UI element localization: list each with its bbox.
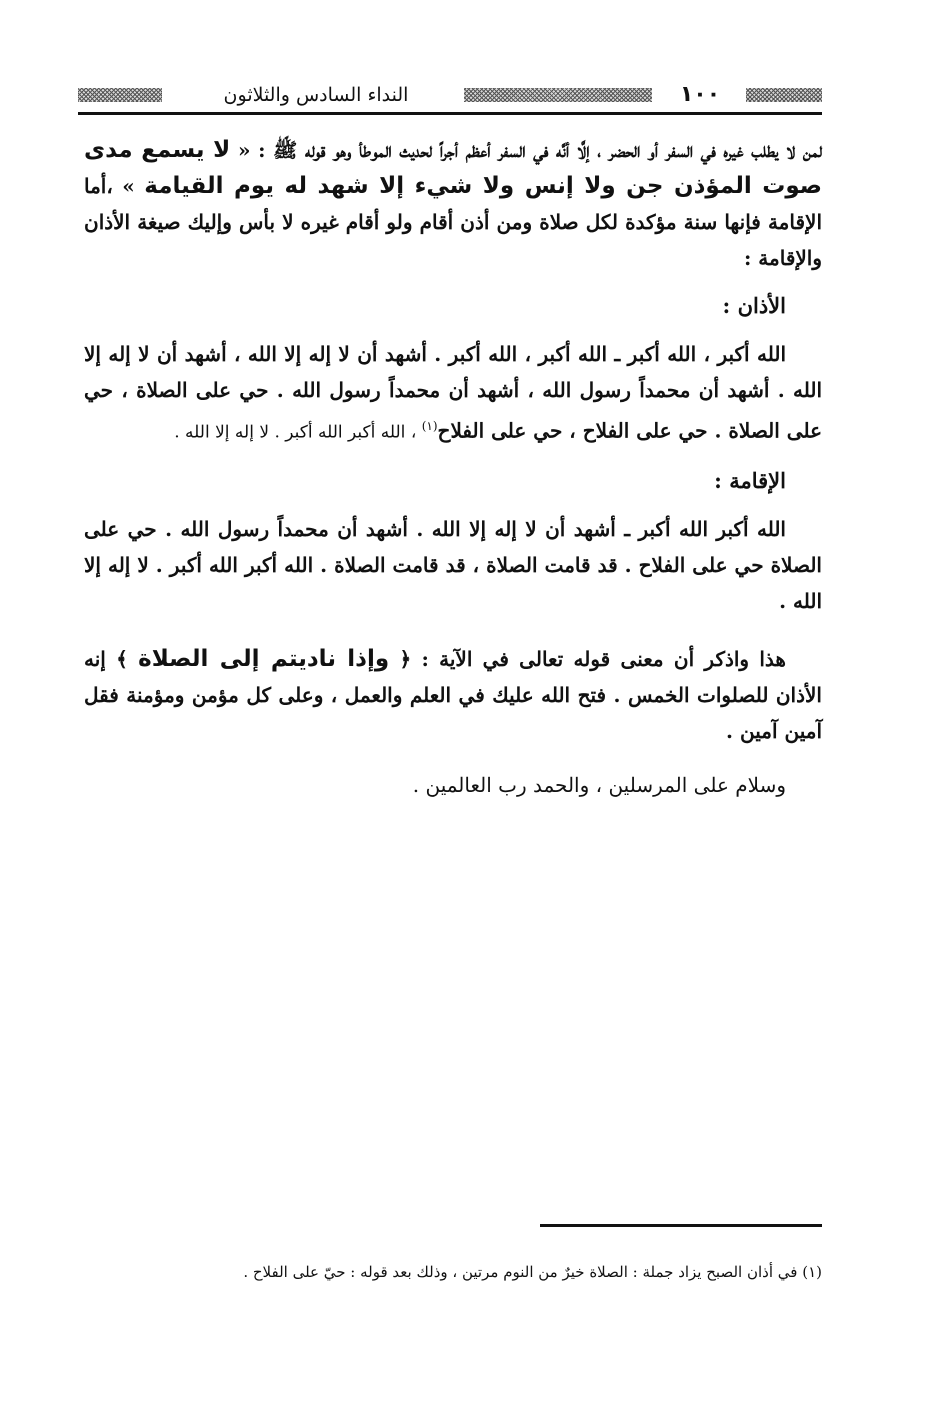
footnote-separator xyxy=(540,1224,822,1227)
intro-text-end: » ،أما الإقامة فإنها سنة مؤكدة لكل صلاة ومن أذن أقام ولو أقام غيره لا بأس وإليك صيغة الأذان والإقامة : xyxy=(84,174,822,270)
page-number: ١٠٠ xyxy=(679,82,721,107)
header-rule xyxy=(78,112,822,115)
body-text xyxy=(84,132,822,803)
running-title: النداء السادس والثلاثون xyxy=(223,84,409,106)
header-ornament-left xyxy=(78,88,162,102)
header-ornament-right xyxy=(746,88,822,102)
intro-text-start: لمن لا يطلب غيره في السفر أو الحضر ، إلَّا أنَّه في السفر أعظم أجراً لحديث الموطأ وهو قوله ﷺ : « xyxy=(230,138,823,162)
adhan-text: الله أكبر ، الله أكبر ـ الله أكبر ، الله أكبر . أشهد أن لا إله إلا الله ، أشهد أن لا إله إلا الله . أشهد أن محمداً رسول الله ، أشهد أن محمداً رسول الله . حي على الصلاة ، حي على الصلاة . حي على الفلاح ، حي على الفلاح xyxy=(84,342,822,443)
adhan-heading: الأذان : xyxy=(722,293,786,318)
footnote-number: (١) xyxy=(802,1263,822,1281)
footnote-reference: (١) xyxy=(421,419,438,433)
intro-paragraph xyxy=(84,132,822,276)
iqama-paragraph: الله أكبر الله أكبر ـ أشهد أن لا إله إلا الله . أشهد أن محمداً رسول الله . حي على الصلاة حي على الفلاح . قد قامت الصلاة ، قد قامت الصلاة . الله أكبر الله أكبر . لا إله إلا الله . xyxy=(84,516,822,613)
closing-paragraph xyxy=(84,641,822,749)
hadith-quote: لا يسمع مدى صوت المؤذن جن ولا إنس ولا شيء إلا شهد له يوم القيامة xyxy=(84,137,823,199)
salutation: وسلام على المرسلين ، والحمد رب العالمين . xyxy=(412,772,786,797)
footnote xyxy=(84,1258,822,1286)
header-ornament-middle xyxy=(464,88,652,102)
iqama-heading: الإقامة : xyxy=(714,467,786,493)
closing-text-start: هذا واذكر أن معنى قوله تعالى في الآية : ﴿ xyxy=(389,646,786,671)
quranic-verse: وإذا ناديتم إلى الصلاة xyxy=(138,645,390,672)
closing-text-end: ﴾ إنه الأذان للصلوات الخمس . فتح الله عليك في العلم والعمل ، وعلى كل مؤمن ومؤمنة فقل آمين آمين . xyxy=(84,646,822,743)
running-header xyxy=(78,82,822,112)
adhan-text-end: ، الله أكبر الله أكبر . لا إله إلا الله . xyxy=(174,422,422,443)
adhan-paragraph xyxy=(84,336,822,451)
footnote-text: في أذان الصبح يزاد جملة : الصلاة خيرٌ من النوم مرتين ، وذلك بعد قوله : حيّ على الفلاح . xyxy=(243,1263,803,1281)
